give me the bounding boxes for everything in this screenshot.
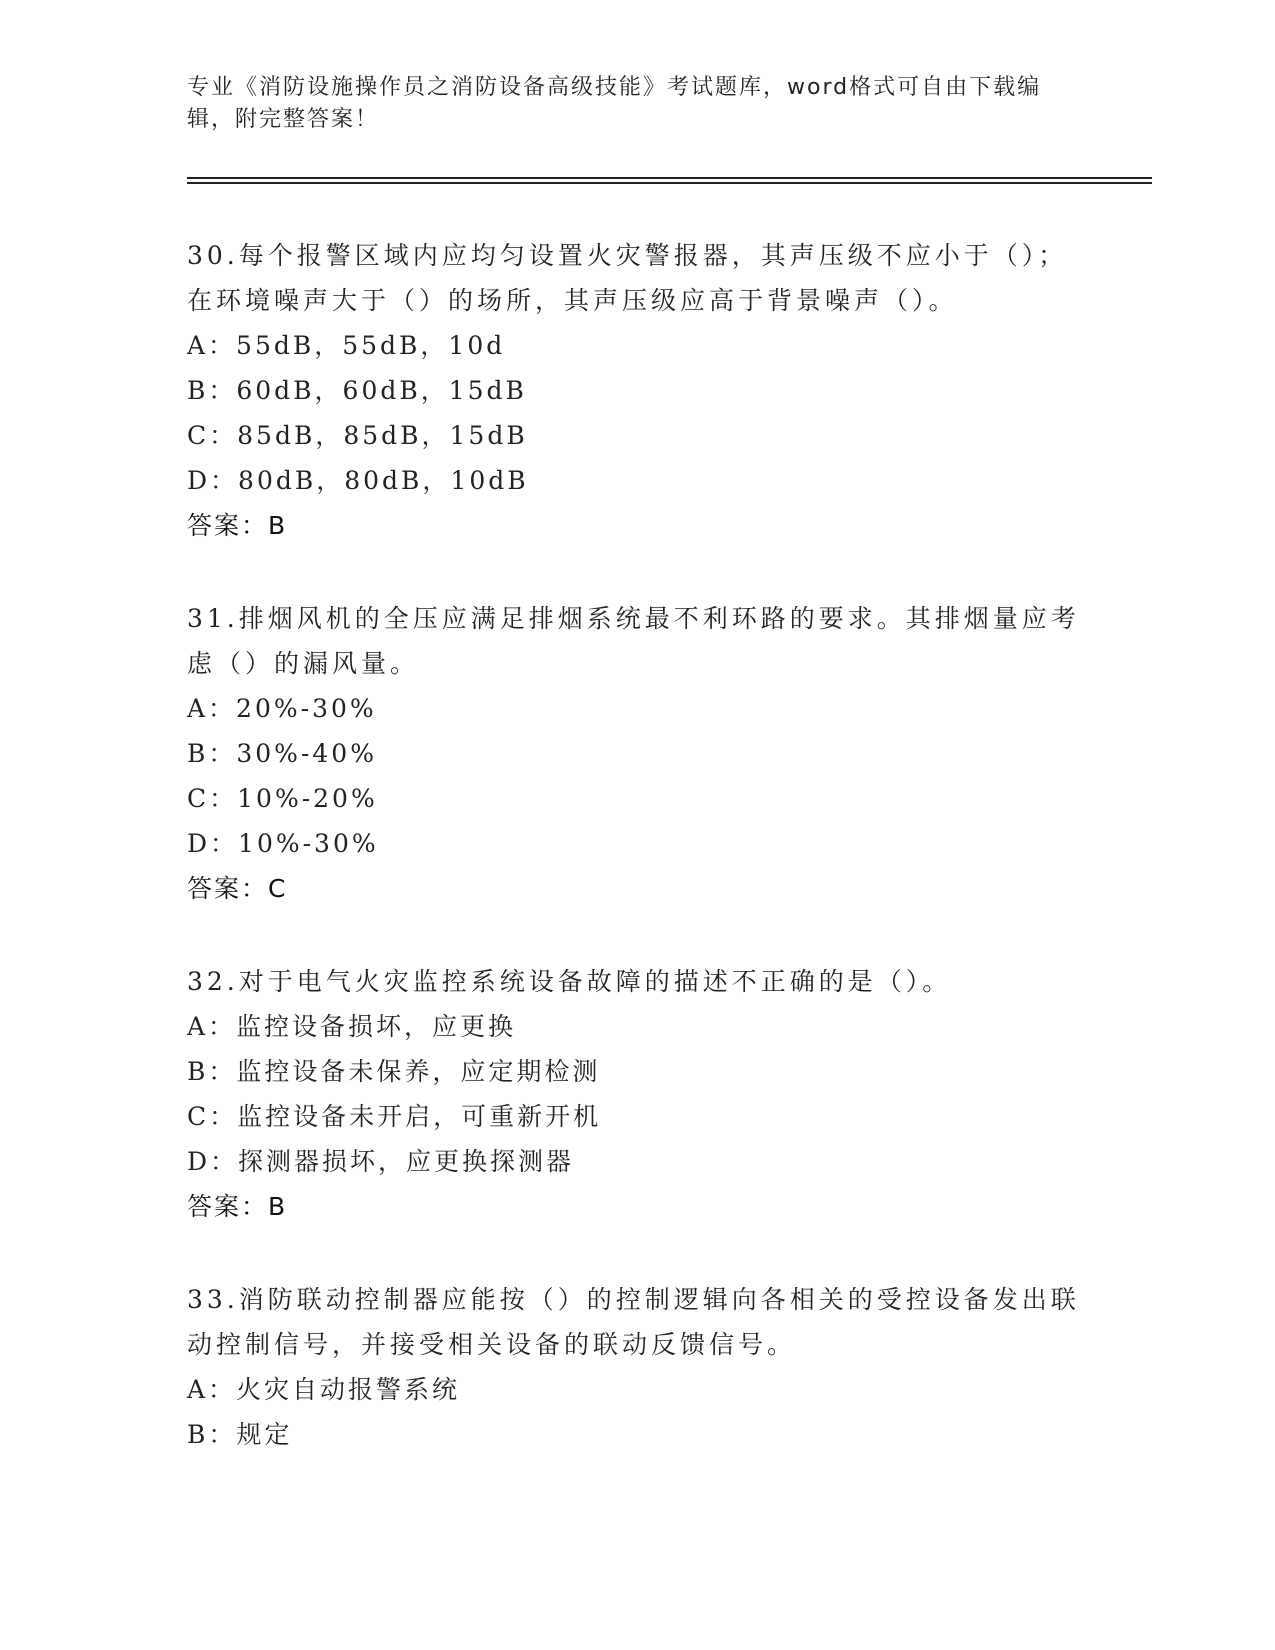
option-d: D：80dB，80dB，10dB	[187, 466, 529, 495]
question-stem: 32.对于电气火灾监控系统设备故障的描述不正确的是（）。	[187, 967, 952, 996]
option-d: D：10%-30%	[187, 829, 379, 858]
option-b: B：60dB，60dB，15dB	[187, 376, 527, 405]
answer-label: 答案：B	[187, 511, 288, 540]
option-b: B：规定	[187, 1420, 293, 1449]
question-31	[187, 596, 1087, 911]
question-32	[187, 959, 1087, 1229]
option-a: A：监控设备损坏，应更换	[187, 1012, 517, 1041]
option-c: C：监控设备未开启，可重新开机	[187, 1102, 602, 1131]
question-stem: 33.消防联动控制器应能按（）的控制逻辑向各相关的受控设备发出联动控制信号，并接受相关设备的联动反馈信号。	[187, 1285, 1080, 1359]
question-stem: 30.每个报警区域内应均匀设置火灾警报器，其声压级不应小于（）；在环境噪声大于（）的场所，其声压级应高于背景噪声（）。	[187, 241, 1068, 315]
option-b: B：监控设备未保养，应定期检测	[187, 1057, 601, 1086]
header-divider-top	[187, 177, 1152, 179]
option-a: A：55dB，55dB，10d	[187, 331, 506, 360]
option-a: A：20%-30%	[187, 694, 377, 723]
answer-label: 答案：B	[187, 1192, 288, 1221]
header-divider-bottom	[187, 182, 1152, 184]
question-stem: 31.排烟风机的全压应满足排烟系统最不利环路的要求。其排烟量应考虑（）的漏风量。	[187, 604, 1080, 678]
option-d: D：探测器损坏，应更换探测器	[187, 1147, 575, 1176]
option-b: B：30%-40%	[187, 739, 377, 768]
question-30	[187, 233, 1087, 548]
option-c: C：10%-20%	[187, 784, 378, 813]
option-a: A：火灾自动报警系统	[187, 1375, 461, 1404]
option-c: C：85dB，85dB，15dB	[187, 421, 528, 450]
question-33	[187, 1277, 1087, 1457]
answer-label: 答案：C	[187, 874, 288, 903]
document-header: 专业《消防设施操作员之消防设备高级技能》考试题库，word格式可自由下载编辑，附完整答案！	[187, 75, 1042, 132]
